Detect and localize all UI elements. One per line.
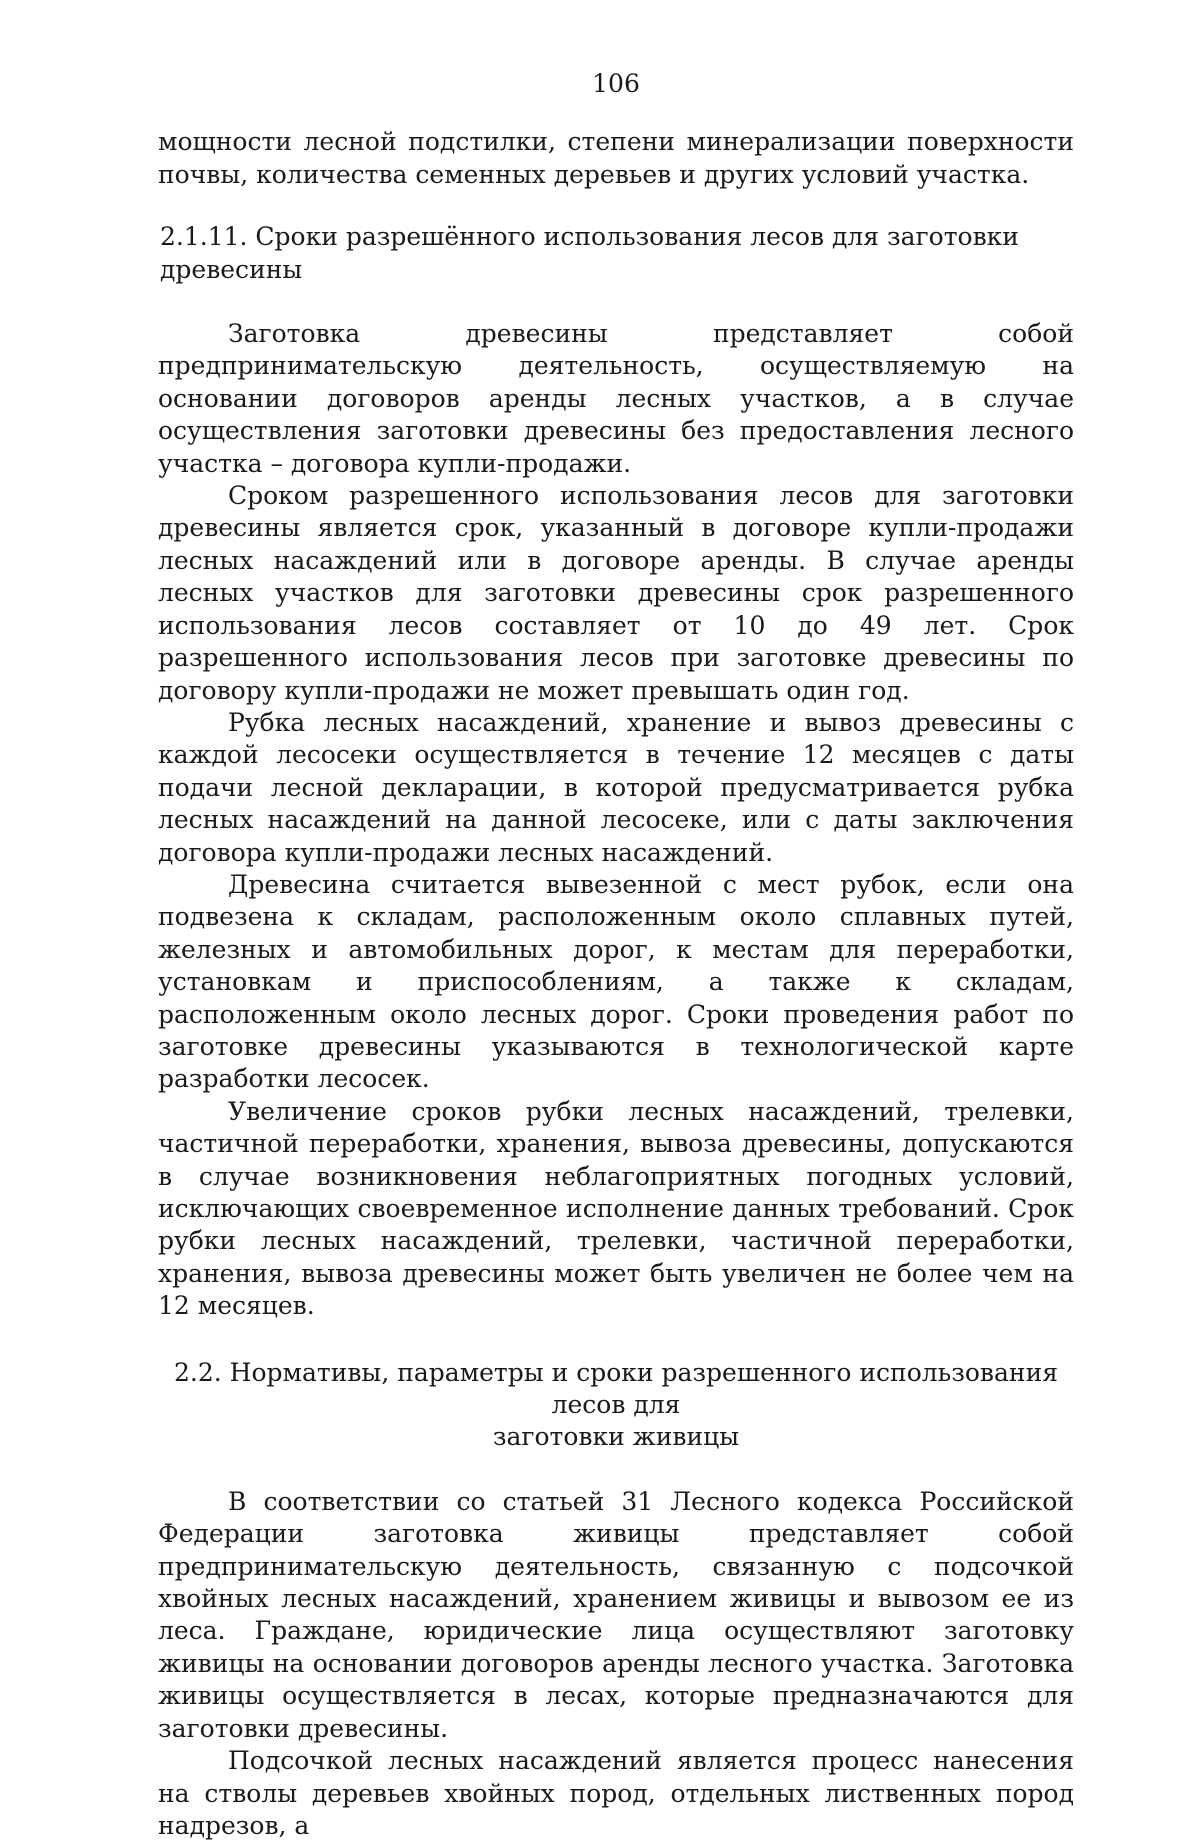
paragraph: Древесина считается вывезенной с мест рубок, если она подвезена к складам, расположенным около сплавных путей, железных и автомобильных дорог, к местам для переработки, установкам и приспособлениям, а также к складам, расположенным около лесных дорог. Сроки проведения работ по заготовке древесины указываются в технологической карте разработки лесосек. <box>158 869 1074 1094</box>
paragraph: В соответствии со статьей 31 Лесного кодекса Российской Федерации заготовка живицы представляет собой предпринимательскую деятельность, связанную с подсочкой хвойных лесных насаждений, хранением живицы и вывозом ее из леса. Граждане, юридические лица осуществляют заготовку живицы на основании договоров аренды лесного участка. Заготовка живицы осуществляется в лесах, которые предназначаются для заготовки древесины. <box>158 1486 1074 1743</box>
section-heading-2-2 <box>158 1357 1074 1454</box>
paragraph: Заготовка древесины представляет собой предпринимательскую деятельность, осуществляемую на основании договоров аренды лесных участков, а в случае осуществления заготовки древесины без предоставления лесного участка – договора купли-продажи. <box>158 319 1074 478</box>
section-heading-2-1-11: 2.1.11. Сроки разрешённого использования лесов для заготовки древесины <box>160 222 1019 284</box>
page-number: 106 <box>592 69 640 98</box>
paragraph: Сроком разрешенного использования лесов для заготовки древесины является срок, указанный в договоре купли-продажи лесных насаждений или в договоре аренды. В случае аренды лесных участков для заготовки древесины срок разрешенного использования лесов составляет от 10 до 49 лет. Срок разрешенного использования лесов при заготовке древесины по договору купли-продажи не может превышать один год. <box>158 481 1074 705</box>
document-page <box>158 68 1074 1842</box>
section-heading-line: заготовки живицы <box>492 1422 740 1452</box>
paragraph: Увеличение сроков рубки лесных насаждений, трелевки, частичной переработки, хранения, вывоза древесины, допускаются в случае возникновения неблагоприятных погодных условий, исключающих своевременное исполнение данных требований. Срок рубки лесных насаждений, трелевки, частичной переработки, хранения, вывоза древесины может быть увеличен не более чем на 12 месяцев. <box>158 1096 1074 1321</box>
paragraph: Рубка лесных насаждений, хранение и вывоз древесины с каждой лесосеки осуществляется в течение 12 месяцев с даты подачи лесной декларации, в которой предусматривается рубка лесных насаждений на данной лесосеке, или с даты заключения договора купли-продажи лесных насаждений. <box>158 707 1074 867</box>
continuation-paragraph: мощности лесной подстилки, степени минерализации поверхности почвы, количества семенных деревьев и других условий участка. <box>158 127 1074 189</box>
paragraph: Подсочкой лесных насаждений является процесс нанесения на стволы деревьев хвойных пород, отдельных лиственных пород надрезов, а <box>158 1746 1074 1840</box>
section-heading-line: 2.2. Нормативы, параметры и сроки разрешенного использования лесов для <box>174 1357 1058 1420</box>
